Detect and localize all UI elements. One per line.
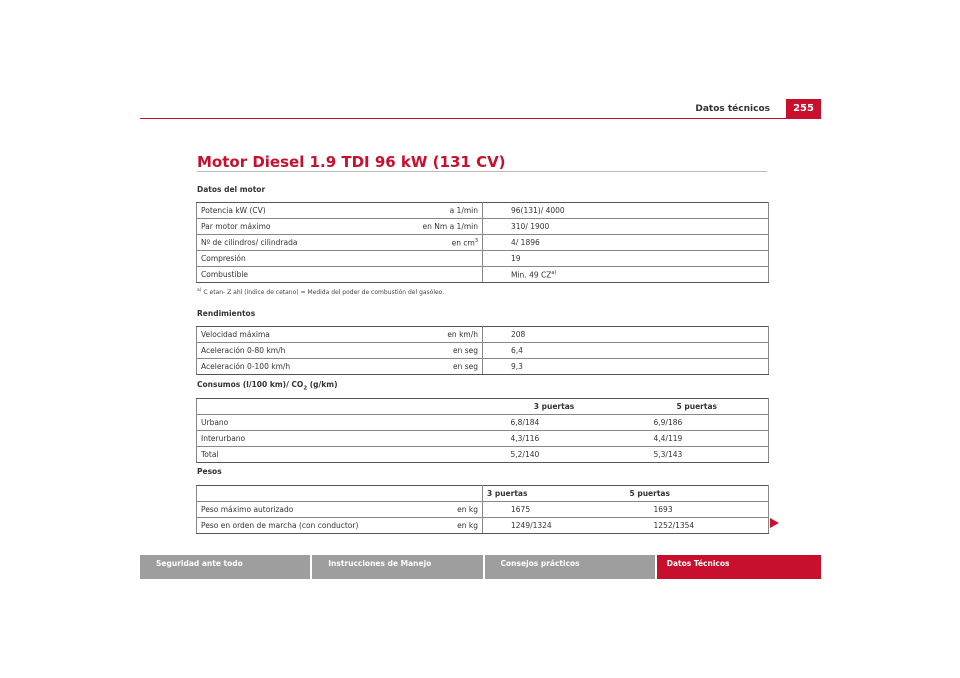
row-value: 96(131)/ 4000 [483, 203, 769, 219]
unit-superscript: 3 [474, 237, 478, 244]
engine-heading: Datos del motor [197, 185, 266, 194]
row-label: Aceleración 0-80 km/h [197, 343, 367, 359]
table-row [197, 251, 769, 267]
row-unit: en cm [451, 238, 475, 248]
table-row [197, 359, 769, 375]
row-label: Potencia kW (CV) [197, 203, 367, 219]
row-label: Par motor máximo [197, 219, 367, 235]
row-label: Total [197, 447, 483, 463]
table-row [197, 235, 769, 251]
row-value: 6,4 [483, 343, 769, 359]
consumption-heading-post: (g/km) [307, 380, 338, 389]
row-unit: en Nm a 1/min [367, 219, 483, 235]
engine-table [196, 202, 769, 283]
row-value-3p: 5,2/140 [483, 447, 626, 463]
row-value-3p: 6,8/184 [483, 415, 626, 431]
header-empty-cell [197, 399, 483, 415]
row-unit-cell [367, 235, 483, 251]
weights-heading: Pesos [197, 467, 222, 476]
footnote [197, 288, 444, 296]
bottom-nav [140, 555, 821, 579]
row-unit: en seg [367, 343, 483, 359]
row-value-5p: 1252/1354 [626, 518, 769, 534]
header-empty-cell [197, 486, 367, 502]
row-label: Compresión [197, 251, 367, 267]
row-value: 9,3 [483, 359, 769, 375]
row-value-3p: 1249/1324 [483, 518, 626, 534]
nav-tab-consejos[interactable]: Consejos prácticos [485, 555, 657, 579]
row-value-3p: 1675 [483, 502, 626, 518]
row-value: Min. 49 CZ [511, 270, 552, 280]
consumption-heading [197, 380, 338, 392]
row-unit: en seg [367, 359, 483, 375]
row-unit: en km/h [367, 327, 483, 343]
table-header-row [197, 399, 769, 415]
row-label: Velocidad máxima [197, 327, 367, 343]
header-divider [140, 118, 821, 119]
page-number: 255 [786, 99, 821, 118]
page-header-title: Datos técnicos [695, 104, 770, 114]
row-value: 310/ 1900 [483, 219, 769, 235]
section-title: Motor Diesel 1.9 TDI 96 kW (131 CV) [197, 153, 506, 171]
table-row [197, 267, 769, 283]
weights-table [196, 485, 769, 534]
table-row [197, 431, 769, 447]
row-value: 208 [483, 327, 769, 343]
footnote-text: C etan- Z ahl (índice de cetano) = Medida del poder de combustión del gasóleo. [203, 289, 445, 296]
table-row [197, 518, 769, 534]
row-unit [367, 267, 483, 283]
table-row [197, 219, 769, 235]
table-row [197, 343, 769, 359]
performance-heading: Rendimientos [197, 309, 256, 318]
table-header-row [197, 486, 769, 502]
row-unit: en kg [367, 502, 483, 518]
table-row [197, 203, 769, 219]
consumption-heading-sub: 2 [303, 385, 308, 392]
nav-tab-instrucciones[interactable]: Instrucciones de Manejo [312, 555, 484, 579]
row-label: Peso máximo autorizado [197, 502, 367, 518]
row-value-5p: 5,3/143 [626, 447, 769, 463]
consumption-heading-pre: Consumos (l/100 km)/ CO [197, 380, 304, 389]
row-value-5p: 1693 [626, 502, 769, 518]
row-value-cell [483, 267, 769, 283]
footnote-mark: a) [197, 288, 202, 293]
header-empty-cell [367, 486, 483, 502]
footnote-ref[interactable]: a) [551, 269, 557, 276]
triangle-right-icon[interactable] [770, 518, 779, 528]
row-label: Combustible [197, 267, 367, 283]
table-row [197, 327, 769, 343]
performance-table [196, 326, 769, 375]
title-divider [197, 171, 767, 172]
row-unit: en kg [367, 518, 483, 534]
row-label: Interurbano [197, 431, 483, 447]
row-unit: a 1/min [367, 203, 483, 219]
row-value-3p: 4,3/116 [483, 431, 626, 447]
column-header: 3 puertas [483, 486, 626, 502]
row-value-5p: 4,4/119 [626, 431, 769, 447]
column-header: 5 puertas [626, 486, 769, 502]
row-label: Peso en orden de marcha (con conductor) [197, 518, 367, 534]
row-label: Aceleración 0-100 km/h [197, 359, 367, 375]
row-unit [367, 251, 483, 267]
row-label: Urbano [197, 415, 483, 431]
row-value: 4/ 1896 [483, 235, 769, 251]
table-row [197, 415, 769, 431]
column-header: 5 puertas [626, 399, 769, 415]
table-row [197, 447, 769, 463]
row-value: 19 [483, 251, 769, 267]
column-header: 3 puertas [483, 399, 626, 415]
row-label: Nº de cilindros/ cilindrada [197, 235, 367, 251]
row-value-5p: 6,9/186 [626, 415, 769, 431]
consumption-table [196, 398, 769, 463]
nav-tab-datos-tecnicos[interactable]: Datos Técnicos [657, 555, 821, 579]
table-row [197, 502, 769, 518]
nav-tab-seguridad[interactable]: Seguridad ante todo [140, 555, 312, 579]
